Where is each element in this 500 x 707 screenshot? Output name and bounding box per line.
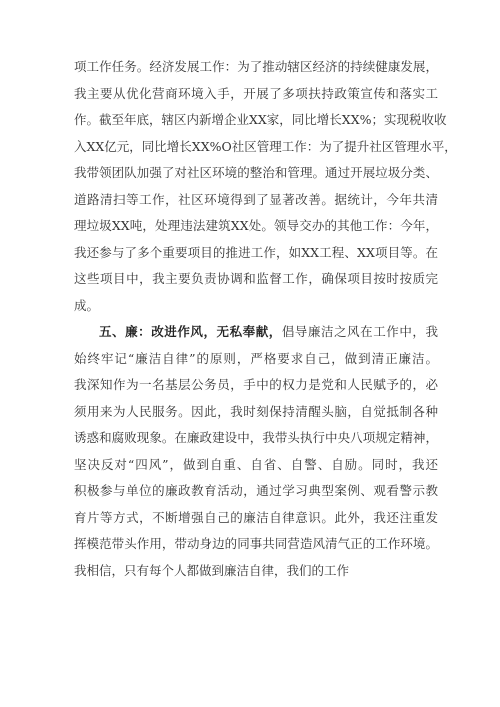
text-line: 入XX亿元，同比增长XX%O社区管理工作：为了提升社区管理水平， xyxy=(74,138,457,154)
text-line: 我深知作为一名基层公务员，手中的权力是党和人民赋予的，必 xyxy=(74,377,438,392)
text-line: 道路清扫等工作，社区环境得到了显著改善。据统计，今年共清 xyxy=(74,191,438,207)
text-line: 成。 xyxy=(74,297,100,313)
text-line: 诱惑和腐败现象。在廉政建设中，我带头执行中央八项规定精神， xyxy=(74,430,438,445)
text-line: 理垃圾XX吨，处理违法建筑XX处。领导交办的其他工作：今年， xyxy=(74,218,438,233)
text-line: 始终牢记“廉洁自律”的原则，严格要求自己，做到清正廉洁。 xyxy=(74,350,438,366)
paragraph-heading-line xyxy=(74,319,438,346)
text-line: 我主要从优化营商环境入手，开展了多项扶持政策宣传和落实工 xyxy=(74,85,438,101)
document-body xyxy=(74,54,457,584)
text-line: 育片等方式，不断增强自己的廉洁自律意识。此外，我还注重发 xyxy=(74,509,438,525)
heading-line-text: 倡导廉洁之风在工作中，我 xyxy=(281,324,438,339)
text-line: 这些项目中，我主要负责协调和监督工作，确保项目按时按质完 xyxy=(74,271,438,286)
text-line: 挥模范带头作用，带动身边的同事共同营造风清气正的工作环境。 xyxy=(74,536,438,551)
text-line: 须用来为人民服务。因此，我时刻保持清醒头脑，自觉抵制各种 xyxy=(74,403,438,419)
text-line: 我相信，只有每个人都做到廉洁自律，我们的工作 xyxy=(74,562,350,578)
text-line: 我还参与了多个重要项目的推进工作，如XX工程、XX项目等。在 xyxy=(74,244,438,260)
text-line: 项工作任务。经济发展工作：为了推动辖区经济的持续健康发展， xyxy=(74,59,438,74)
text-line: 我带领团队加强了对社区环境的整治和管理。通过开展垃圾分类、 xyxy=(74,165,438,180)
paragraph-integrity xyxy=(74,319,438,584)
text-line: 作。截至年底，辖区内新增企业XX家，同比增长XX%；实现税收收 xyxy=(74,112,447,127)
section-heading: 五、廉：改进作风，无私奉献， xyxy=(99,324,282,339)
text-line: 积极参与单位的廉政教育活动，通过学习典型案例、观看警示教 xyxy=(74,483,438,498)
text-line: 坚决反对“四风”，做到自重、自省、自警、自励。同时，我还 xyxy=(74,456,438,472)
paragraph-work-summary xyxy=(74,54,457,319)
